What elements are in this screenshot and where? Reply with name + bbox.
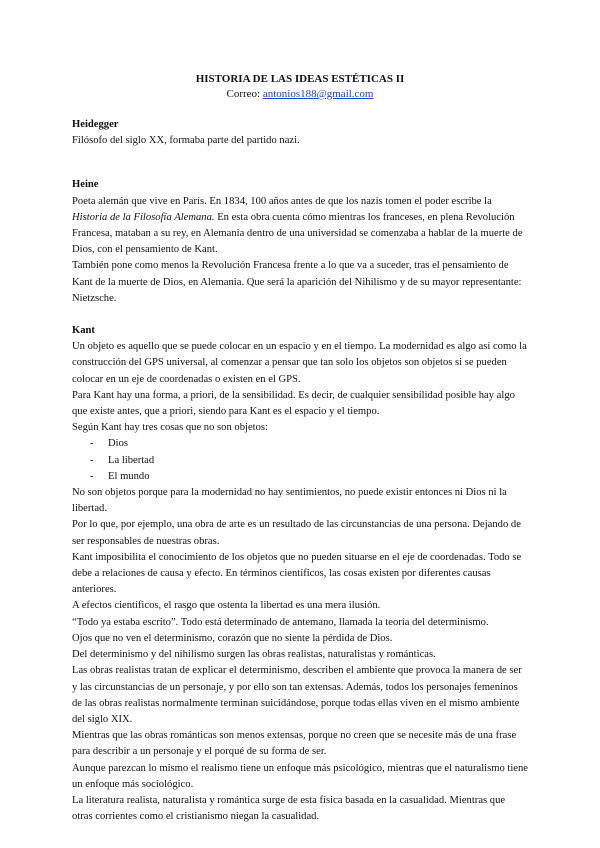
heidegger-paragraph: Filósofo del siglo XX, formaba parte del partido nazi.	[72, 135, 300, 147]
kant-paragraph-3: Según Kant hay tres cosas que no son objetos:	[72, 422, 268, 434]
heading-heidegger: Heidegger	[72, 119, 119, 130]
kant-paragraph-11: Las obras realistas tratan de explicar el determinismo, describen el ambiente que provoca la manera de ser y las circunstancias de un personaje, y por ello son tan extensas. Además, todos los personajes femeninos de las obras realistas normalmente terminan suicidándose, porque todas ellas viven en el mismo ambiente del siglo XIX.	[72, 665, 522, 725]
kant-paragraph-7: A efectos científicos, el rasgo que ostenta la libertad es una mera ilusión.	[72, 600, 381, 612]
book-title: Historia de la Filosofía Alemana.	[72, 211, 215, 223]
kant-paragraph-2: Para Kant hay una forma, a priori, de la sensibilidad. Es decir, de cualquier sensibilidad posible hay algo que existe antes, que a priori, siendo para Kant es el espacio y el tiempo.	[72, 389, 515, 418]
heading-kant: Kant	[72, 325, 95, 337]
spacer	[72, 149, 528, 177]
kant-paragraph-1: Un objeto es aquello que se puede colocar en un espacio y en el tiempo. La modernidad es algo así como la construcción del GPS universal, al comenzar a pensar que tan solo los objetos son objetos si se pueden colocar en un eje de coordenadas o existen en el GPS.	[72, 341, 527, 385]
kant-paragraph-4: No son objetos porque para la modernidad no hay sentimientos, no puede existir entonces ni Dios ni la libertad.	[72, 487, 507, 515]
non-objects-list	[72, 436, 528, 485]
heine-paragraph-2: También pone como menos la Revolución Francesa frente a lo que va a suceder, tras el pensamiento de Kant de la muerte de Dios, en Alemania. Que será la aparición del Nihilismo y de su mayor representante: Nietzsche.	[72, 260, 522, 304]
heine-p1-start: Poeta alemán que vive en París. En 1834, 100 años antes de que los nazis tomen el poder escribe la	[72, 195, 492, 207]
kant-paragraph-6: Kant imposibilita el conocimiento de los objetos que no pueden situarse en el eje de coordenadas. Todo se debe a relaciones de causa y efecto. En términos científicos, las cosas existen por diferentes causas anteriores.	[72, 551, 522, 596]
list-item: - El mundo	[90, 470, 150, 482]
list-item: - Dios	[90, 438, 129, 450]
spacer	[72, 307, 528, 323]
kant-paragraph-13: Aunque parezcan lo mismo el realismo tiene un enfoque más psicológico, mientras que el naturalismo tiene un enfoque más sociológico.	[72, 762, 528, 790]
kant-paragraph-5: Por lo que, por ejemplo, una obra de arte es un resultado de las circunstancias de una persona. Dejando de ser responsables de nuestras obras.	[72, 519, 521, 547]
email-link[interactable]: antonios188@gmail.com	[262, 88, 374, 100]
email-line	[0, 87, 600, 102]
kant-paragraph-12: Mientras que las obras románticas son menos extensas, porque no creen que se necesite más de una frase para describir a un personaje y el porqué de su forma de ser.	[72, 730, 517, 758]
email-label: Correo:	[226, 88, 261, 100]
kant-paragraph-14: La literatura realista, naturalista y romántica surge de esta física basada en la casualidad. Mientras que otras corrientes como el cristianismo niegan la casualidad.	[72, 794, 506, 823]
kant-paragraph-10: Del determinismo y del nihilismo surgen las obras realistas, naturalistas y románticas.	[72, 649, 436, 661]
document-body	[72, 117, 528, 825]
kant-paragraph-8: “Todo ya estaba escrito”. Todo está determinado de antemano, llamada la teoría del determinismo.	[72, 616, 489, 628]
heine-p1-end: En esta obra cuenta cómo mientras los franceses, en plena Revolución Francesa, mataban a su rey, en Alemania dentro de una universidad se comenzaba a hablar de la muerte de Dios, con el pensamiento de Kant.	[72, 211, 523, 256]
list-item: - La libertad	[90, 454, 155, 466]
kant-paragraph-9: Ojos que no ven el determinismo, corazón que no siente la pérdida de Dios.	[72, 632, 393, 644]
heine-paragraph-1	[72, 194, 528, 259]
document-title: HISTORIA DE LAS IDEAS ESTÉTICAS II	[195, 73, 405, 85]
heading-heine: Heine	[72, 179, 99, 191]
document-header	[0, 72, 600, 102]
